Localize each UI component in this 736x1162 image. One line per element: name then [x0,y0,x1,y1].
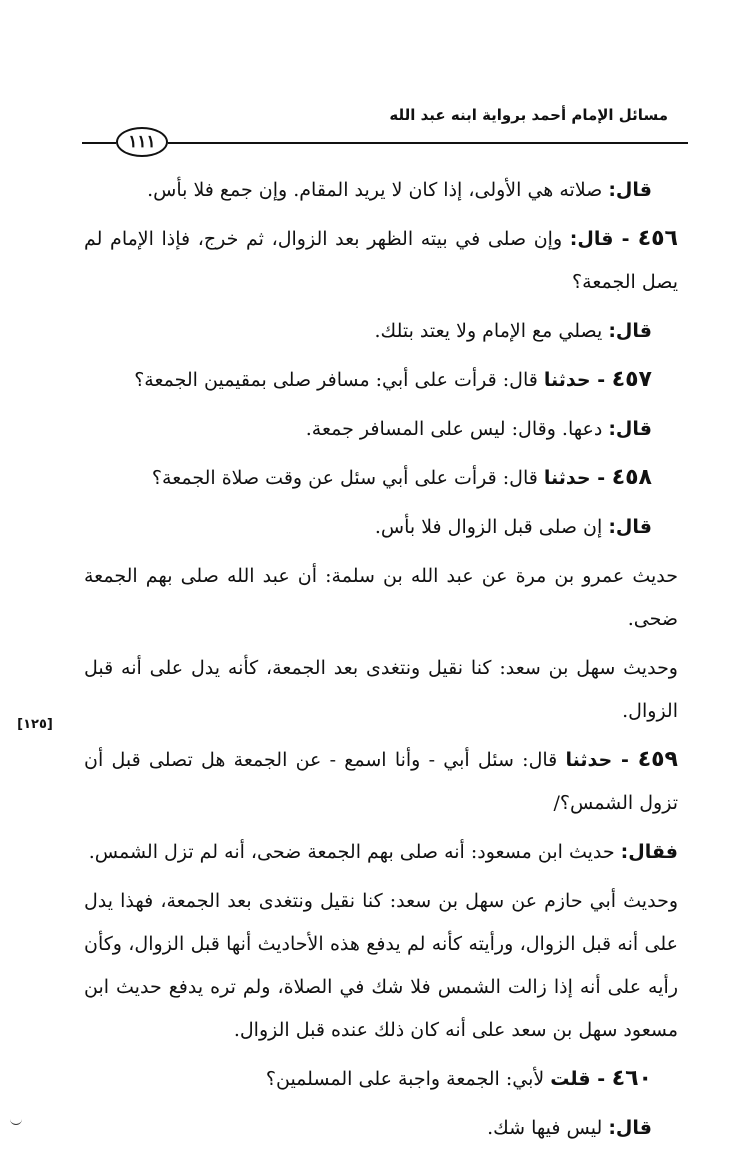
paragraph-text: قال: سئل أبي - وأنا اسمع - عن الجمعة هل تصلى قبل أن تزول الشمس؟/ [84,749,678,814]
header-rule-right [168,142,688,144]
paragraph-text: ليس فيها شك. [487,1117,609,1139]
paragraph [84,309,678,353]
page-number: ١١١ [116,127,168,157]
speaker-keyword: - حدثنا [543,369,612,391]
paragraph [84,456,678,500]
paragraph-text: يصلي مع الإمام ولا يعتد بتلك. [374,320,609,342]
speaker-keyword: قال: [608,320,652,342]
paragraph [84,1057,678,1101]
margin-page-reference: [١٢٥] [17,717,53,732]
paragraph [84,1106,678,1150]
paragraph [84,358,678,402]
speaker-keyword: قال: [608,1117,652,1139]
paragraph-text: إن صلى قبل الزوال فلا بأس. [374,516,609,538]
paragraph [84,646,678,733]
header-rule-left [82,142,116,144]
speaker-keyword: - حدثنا [565,749,638,771]
paragraph-text: حديث عمرو بن مرة عن عبد الله بن سلمة: أن عبد الله صلى بهم الجمعة ضحى. [84,565,678,630]
paragraph-text: حديث ابن مسعود: أنه صلى بهم الجمعة ضحى، أنه لم تزل الشمس. [88,841,621,863]
paragraph-text: دعها. وقال: ليس على المسافر جمعة. [305,418,609,440]
paragraph [84,879,678,1052]
corner-mark [10,1118,22,1125]
paragraph-text: صلاته هي الأولى، إذا كان لا يريد المقام. وإن جمع فلا بأس. [147,179,609,201]
running-header-title: مسائل الإمام أحمد برواية ابنه عبد الله [389,106,668,124]
speaker-keyword: - قال: [569,228,638,250]
issue-number: ٤٦٠ [611,1066,652,1091]
paragraph [84,407,678,451]
paragraph [84,738,678,825]
paragraph [84,830,678,874]
speaker-keyword: قال: [608,516,652,538]
paragraph-text: وإن صلى في بيته الظهر بعد الزوال، ثم خرج، فإذا الإمام لم يصل الجمعة؟ [84,228,678,293]
page-body [84,168,678,1155]
speaker-keyword: قال: [608,179,652,201]
issue-number: ٤٥٦ [637,226,678,251]
speaker-keyword: - قلت [550,1068,612,1090]
paragraph-text: قال: قرأت على أبي: مسافر صلى بمقيمين الجمعة؟ [134,369,544,391]
paragraph [84,554,678,641]
issue-number: ٤٥٨ [611,465,652,490]
paragraph-text: وحديث سهل بن سعد: كنا نقيل ونتغدى بعد الجمعة، كأنه يدل على أنه قبل الزوال. [84,657,678,722]
issue-number: ٤٥٧ [611,367,652,392]
paragraph-text: قال: قرأت على أبي سئل عن وقت صلاة الجمعة؟ [151,467,544,489]
paragraph [84,168,678,212]
paragraph-text: وحديث أبي حازم عن سهل بن سعد: كنا نقيل ونتغدى بعد الجمعة، فهذا يدل على أنه قبل الزوال، ورأيته كأنه لم يدفع هذه الأحاديث أنها قبل الزوال، وكأن رأيه على أنه إذا زالت الشمس فلا شك في الصلاة، ولم تره يدفع حديث ابن مسعود سهل بن سعد على أنه كان ذلك عنده قبل الزوال. [84,890,678,1041]
speaker-keyword: - حدثنا [543,467,612,489]
speaker-keyword: قال: [608,418,652,440]
speaker-keyword: فقال: [620,841,678,863]
paragraph-text: لأبي: الجمعة واجبة على المسلمين؟ [265,1068,551,1090]
paragraph [84,217,678,304]
paragraph [84,505,678,549]
issue-number: ٤٥٩ [637,747,678,772]
